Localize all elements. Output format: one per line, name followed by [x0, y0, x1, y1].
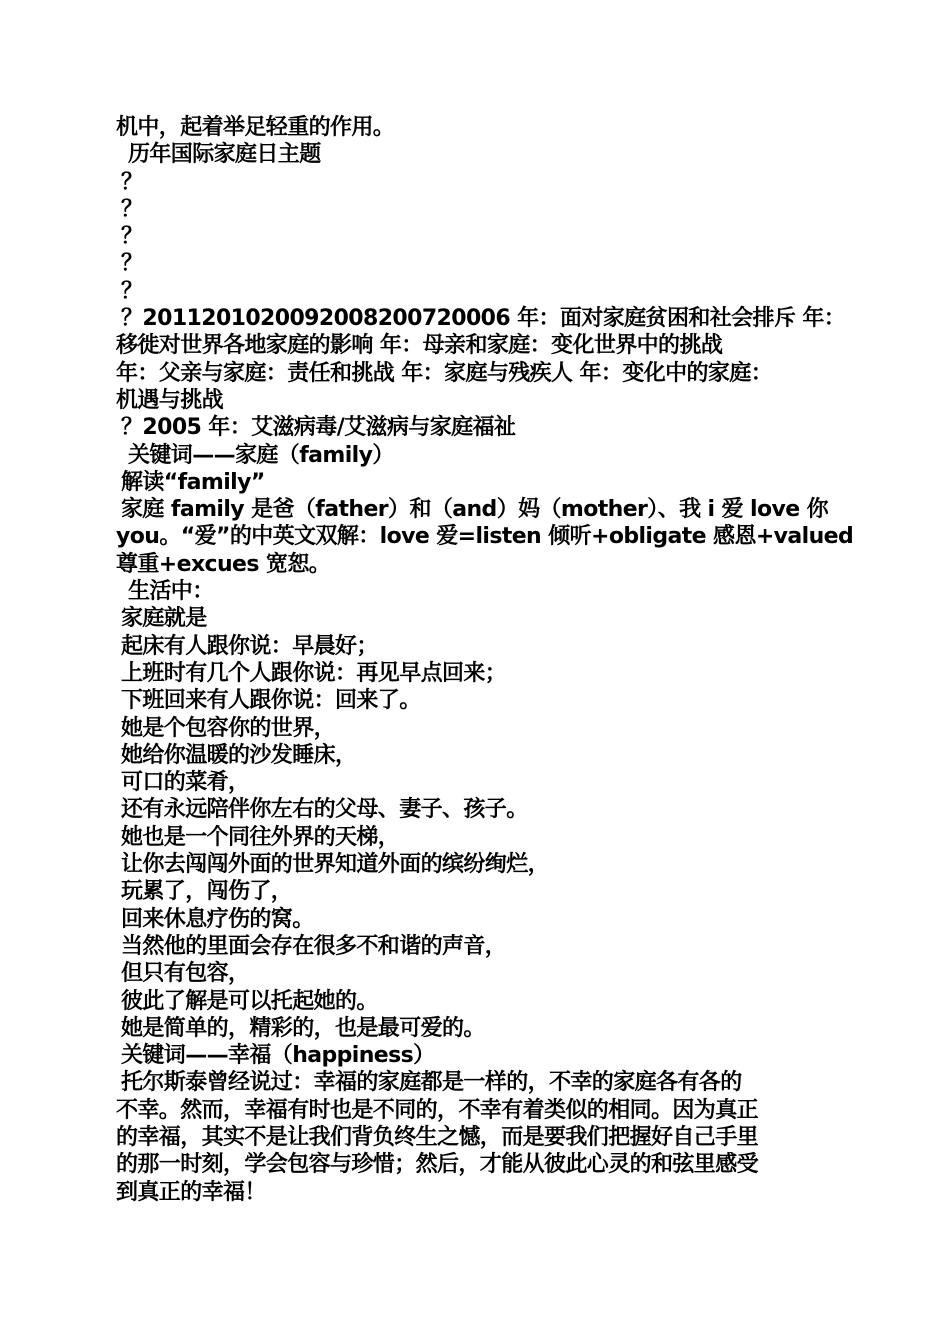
section-heading: 关键词——家庭（family）	[128, 442, 394, 468]
text-line: 还有永远陪伴你左右的父母、妻子、孩子。	[121, 797, 528, 823]
text-line: 下班回来有人跟你说：回来了。	[121, 688, 421, 714]
text-line: 家庭就是	[121, 606, 207, 632]
text-line: ？	[121, 169, 143, 195]
text-line: ？	[121, 278, 143, 304]
text-line: 可口的菜肴，	[121, 770, 250, 796]
text-line: 她给你温暖的沙发睡床，	[121, 742, 357, 768]
text-line: 机遇与挑战	[116, 387, 224, 413]
text-line: 回来休息疗伤的窝。	[121, 906, 314, 932]
text-line: ？2011201020092008200720006 年：面对家庭贫困和社会排斥 年：	[121, 306, 846, 332]
text-line: 让你去闯闯外面的世界知道外面的缤纷绚烂，	[121, 852, 550, 878]
text-line: 不幸。然而，幸福有时也是不同的，不幸有着类似的相同。因为真正	[116, 1097, 759, 1123]
text-line: 她是个包容你的世界，	[121, 715, 336, 741]
text-line: ？	[121, 196, 143, 222]
text-line: ？2005 年：艾滋病毒/艾滋病与家庭福祉	[121, 415, 516, 441]
text-line: 她也是一个同往外界的天梯，	[121, 824, 400, 850]
text-line: 解读“family”	[121, 469, 265, 495]
section-heading: 生活中：	[128, 579, 214, 605]
section-heading: 历年国际家庭日主题	[128, 142, 321, 168]
text-line: ？	[121, 224, 143, 250]
text-line: you。“爱”的中英文双解：love 爱=listen 倾听+obligate 感恩+valued	[116, 524, 854, 550]
text-line: 尊重+excues 宽恕。	[116, 551, 331, 577]
text-line: 彼此了解是可以托起她的。	[121, 988, 378, 1014]
text-line: 上班时有几个人跟你说：再见早点回来；	[121, 660, 507, 686]
text-line: 机中，起着举足轻重的作用。	[116, 115, 395, 140]
text-line: 的那一时刻，学会包容与珍惜；然后，才能从彼此心灵的和弦里感受	[116, 1152, 759, 1178]
section-heading: 关键词——幸福（happiness）	[121, 1043, 435, 1069]
text-line: 家庭 family 是爸（father）和（and）妈（mother）、我 i 爱 love 你	[121, 497, 828, 523]
text-line: ？	[121, 251, 143, 277]
text-line: 起床有人跟你说：早晨好；	[121, 633, 378, 659]
text-line: 当然他的里面会存在很多不和谐的声音，	[121, 933, 507, 959]
text-line: 她是简单的，精彩的，也是最可爱的。	[121, 1015, 485, 1041]
text-line: 玩累了，闯伤了，	[121, 879, 293, 905]
text-line: 到真正的幸福！	[116, 1179, 266, 1205]
text-line: 的幸福，其实不是让我们背负终生之憾，而是要我们把握好自己手里	[116, 1124, 759, 1150]
text-line: 但只有包容，	[121, 961, 250, 987]
text-line: 托尔斯泰曾经说过：幸福的家庭都是一样的，不幸的家庭各有各的	[121, 1070, 742, 1096]
document-body	[116, 114, 854, 1206]
text-line: 年：父亲与家庭：责任和挑战 年：家庭与残疾人 年：变化中的家庭：	[116, 360, 773, 386]
text-line: 移徙对世界各地家庭的影响 年：母亲和家庭：变化世界中的挑战	[116, 333, 723, 359]
